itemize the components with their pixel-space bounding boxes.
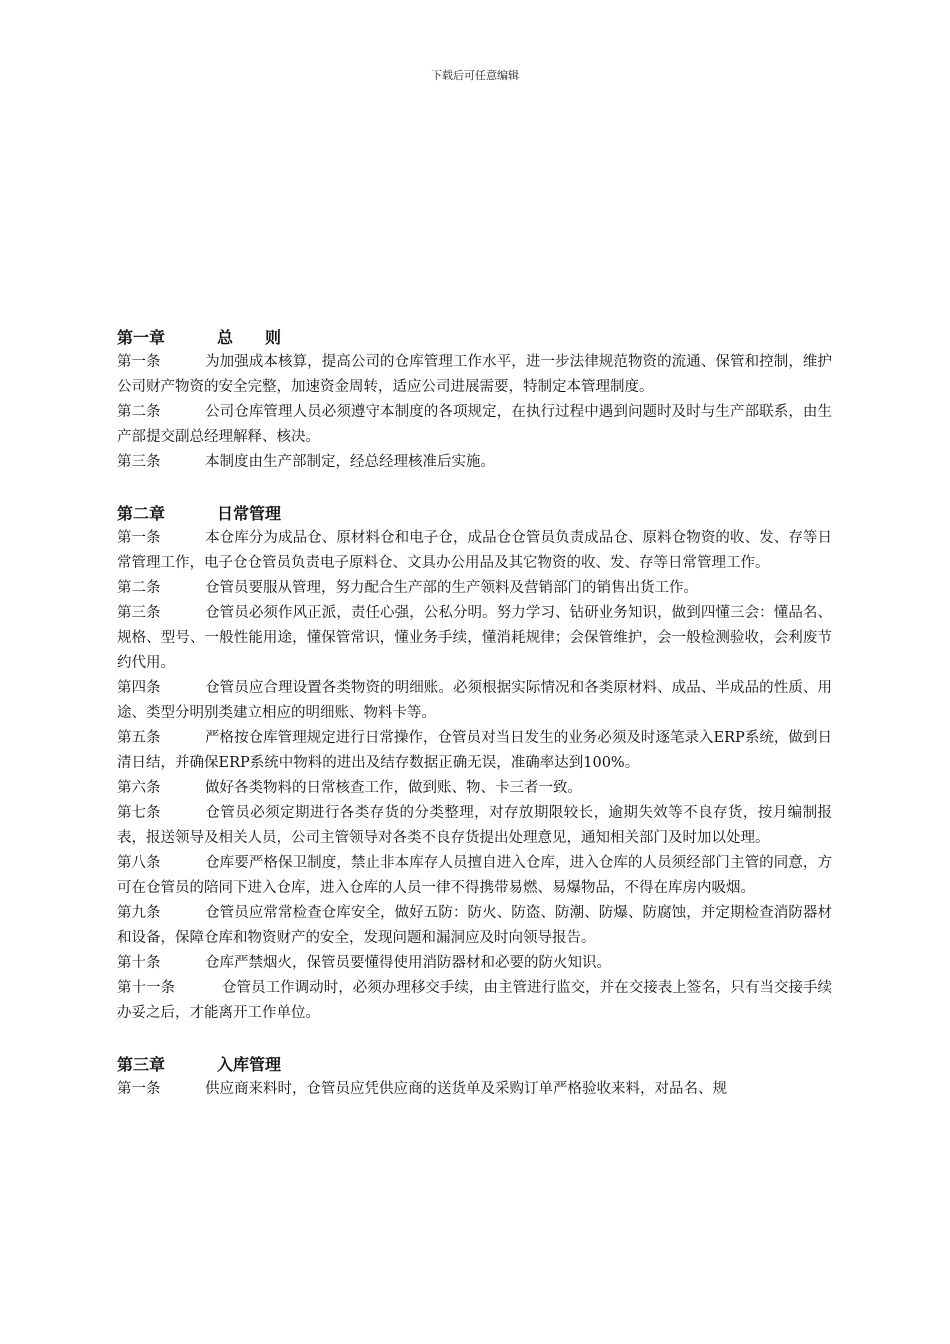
article: [117, 726, 832, 776]
article-text: 做好各类物料的日常核查工作，做到账、物、卡三者一致。: [205, 780, 582, 796]
article: [117, 1077, 832, 1102]
article: [117, 951, 832, 976]
article-number: 第十条: [117, 955, 161, 971]
chapter-heading: [117, 501, 832, 526]
article-number: 第四条: [117, 680, 161, 696]
article: [117, 576, 832, 601]
article-text: 为加强成本核算，提高公司的仓库管理工作水平，进一步法律规范物资的流通、保管和控制，维护公司财产物资的安全完整，加速资金周转，适应公司进展需要，特制定本管理制度。: [117, 354, 832, 395]
article: [117, 601, 832, 676]
article-text: 本制度由生产部制定，经总经理核准后实施。: [205, 454, 495, 470]
article-number: 第一条: [117, 1081, 161, 1097]
chapter-title: 总 则: [217, 328, 282, 347]
chapter-heading: [117, 325, 832, 350]
article-number: 第八条: [117, 855, 161, 871]
article-number: 第三条: [117, 605, 161, 621]
page-header: 下载后可任意编辑: [431, 69, 519, 82]
article-number: 第一条: [117, 354, 161, 370]
article-text: 仓库要严格保卫制度，禁止非本库存人员擅自进入仓库，进入仓库的人员须经部门主管的同意，方可在仓管员的陪同下进入仓库，进入仓库的人员一律不得携带易燃、易爆物品，不得在库房内吸烟。: [117, 855, 832, 896]
article: [117, 400, 832, 450]
section-spacer: [117, 475, 832, 501]
chapter-number: 第二章: [117, 504, 166, 523]
article-text: 供应商来料时，仓管员应凭供应商的送货单及采购订单严格验收来料，对品名、规: [205, 1081, 727, 1097]
article-text: 仓管员必须作风正派，责任心强，公私分明。努力学习、钻研业务知识，做到四懂三会：懂品名、规格、型号、一般性能用途，懂保管常识，懂业务手续，懂消耗规律；会保管维护，会一般检测验收，会利废节约代用。: [117, 605, 832, 671]
article-number: 第一条: [117, 530, 161, 546]
article-text: 仓管员应常常检查仓库安全，做好五防：防火、防盗、防潮、防爆、防腐蚀，并定期检查消防器材和设备，保障仓库和物资财产的安全，发现问题和漏洞应及时向领导报告。: [117, 905, 832, 946]
article-number: 第五条: [117, 730, 161, 746]
article-number: 第二条: [117, 580, 161, 596]
article-text: 本仓库分为成品仓、原材料仓和电子仓，成品仓仓管员负责成品仓、原料仓物资的收、发、存等日常管理工作，电子仓仓管员负责电子原料仓、文具办公用品及其它物资的收、发、存等日常管理工作。: [117, 530, 832, 571]
chapter-title: 日常管理: [217, 504, 282, 523]
article: [117, 450, 832, 475]
article: [117, 901, 832, 951]
article-text: 仓管员工作调动时，必须办理移交手续，由主管进行监交，并在交接表上签名，只有当交接手续办妥之后，才能离开工作单位。: [117, 980, 832, 1021]
article-number: 第九条: [117, 905, 161, 921]
chapter-title: 入库管理: [217, 1055, 282, 1074]
article-text: 严格按仓库管理规定进行日常操作，仓管员对当日发生的业务必须及时逐笔录入ERP系统，做到日清日结，并确保ERP系统中物料的进出及结存数据正确无误，准确率达到100%。: [117, 730, 832, 771]
article-text: 仓管员要服从管理，努力配合生产部的生产领料及营销部门的销售出货工作。: [205, 580, 698, 596]
chapter-1: [117, 325, 832, 475]
chapter-number: 第三章: [117, 1055, 166, 1074]
article-text: 仓管员必须定期进行各类存货的分类整理，对存放期限较长，逾期失效等不良存货，按月编制报表，报送领导及相关人员，公司主管领导对各类不良存货提出处理意见，通知相关部门及时加以处理。: [117, 805, 832, 846]
article-number: 第二条: [117, 404, 161, 420]
article: [117, 676, 832, 726]
article-text: 仓管员应合理设置各类物资的明细账。必须根据实际情况和各类原材料、成品、半成品的性质、用途、类型分明别类建立相应的明细账、物料卡等。: [117, 680, 832, 721]
chapter-2: [117, 501, 832, 1026]
article: [117, 976, 832, 1026]
article-number: 第十一条: [117, 980, 175, 996]
article: [117, 776, 832, 801]
article-text: 仓库严禁烟火，保管员要懂得使用消防器材和必要的防火知识。: [205, 955, 611, 971]
article: [117, 801, 832, 851]
section-spacer: [117, 1026, 832, 1052]
chapter-3: [117, 1052, 832, 1102]
article: [117, 350, 832, 400]
article: [117, 851, 832, 901]
article: [117, 526, 832, 576]
document-body: [117, 325, 832, 1102]
article-number: 第三条: [117, 454, 161, 470]
chapter-number: 第一章: [117, 328, 166, 347]
chapter-heading: [117, 1052, 832, 1077]
article-text: 公司仓库管理人员必须遵守本制度的各项规定，在执行过程中遇到问题时及时与生产部联系，由生产部提交副总经理解释、核决。: [117, 404, 832, 445]
article-number: 第六条: [117, 780, 161, 796]
article-number: 第七条: [117, 805, 161, 821]
